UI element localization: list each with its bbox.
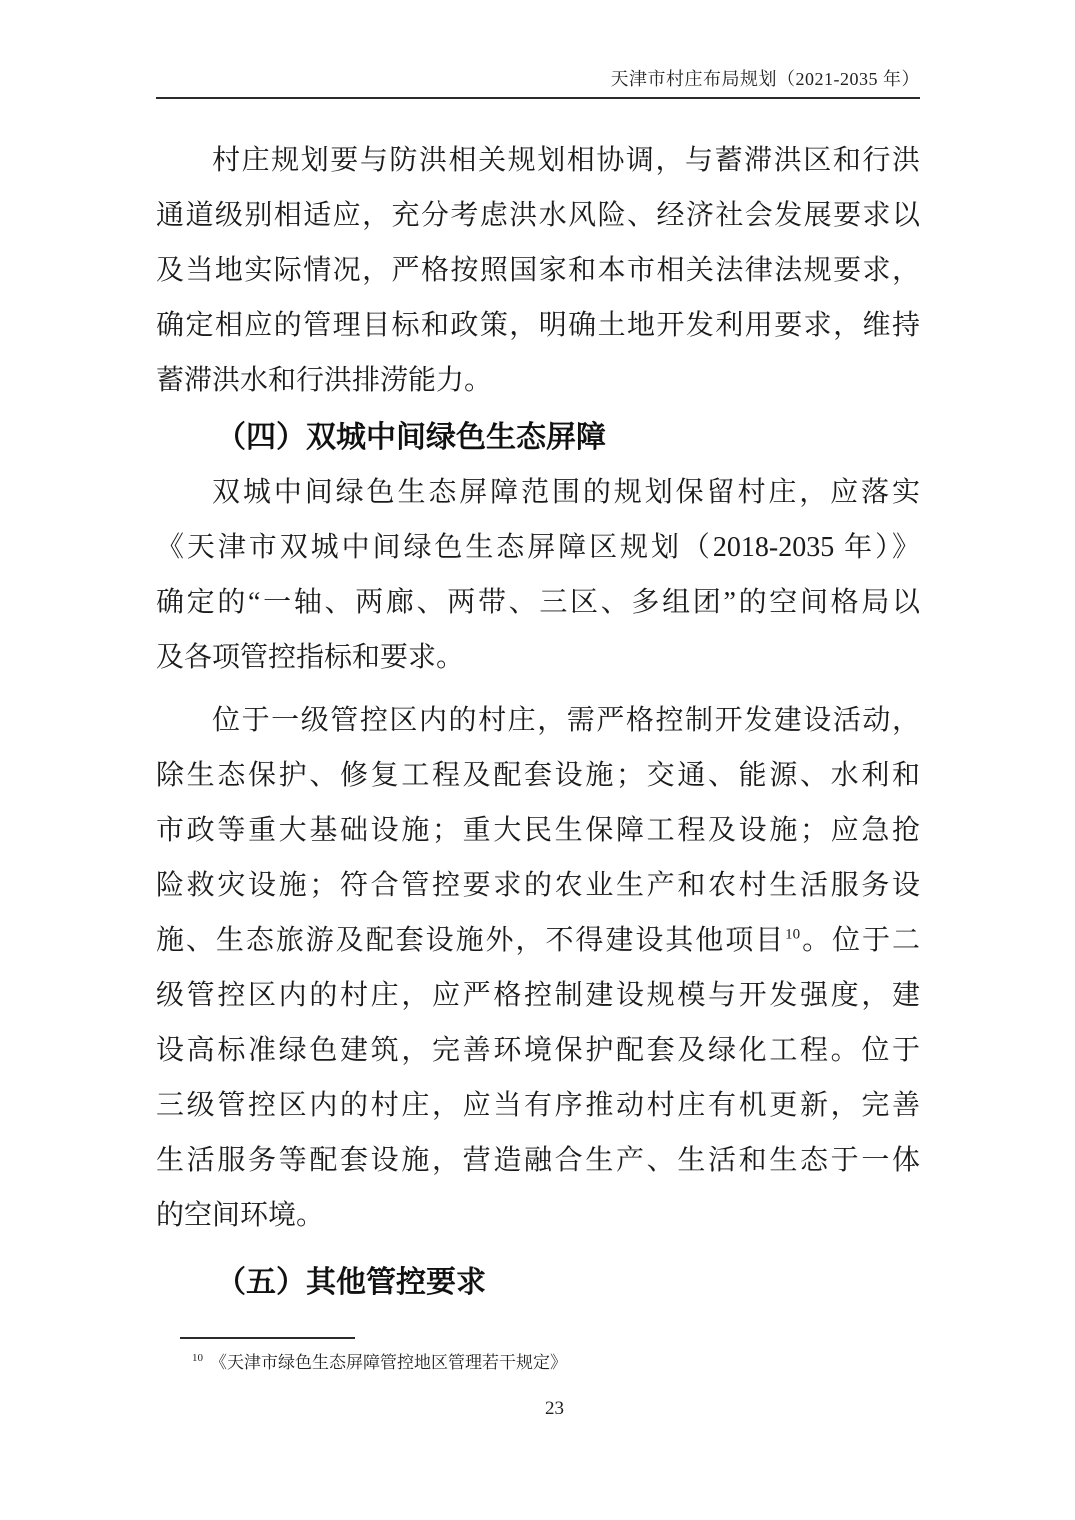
text-line: 确定的“一轴、两廊、两带、三区、多组团”的空间格局以 — [156, 587, 920, 618]
text-line: 及当地实际情况，严格按照国家和本市相关法律法规要求， — [156, 255, 920, 286]
text-line: 险救灾设施；符合管控要求的农业生产和农村生活服务设 — [156, 870, 920, 901]
text-line: 设高标准绿色建筑，完善环境保护配套及绿化工程。位于 — [156, 1035, 920, 1066]
document-body — [156, 133, 920, 1310]
text-segment: 。位于二 — [800, 925, 920, 956]
footnote — [192, 1350, 567, 1376]
footnote-reference-10: 10 — [785, 926, 801, 943]
section-heading-five: （五）其他管控要求 — [216, 1266, 486, 1299]
text-line: 及各项管控指标和要求。 — [156, 642, 465, 673]
text-segment: 施、生态旅游及配套设施外，不得建设其他项目 — [156, 925, 786, 956]
text-line: 除生态保护、修复工程及配套设施；交通、能源、水利和 — [156, 760, 920, 791]
paragraph-control-zones — [156, 693, 920, 1243]
footnote-text: 《天津市绿色生态屏障管控地区管理若干规定》 — [210, 1353, 567, 1372]
text-line: 确定相应的管理目标和政策，明确土地开发利用要求，维持 — [156, 310, 920, 341]
text-line: 生活服务等配套设施，营造融合生产、生活和生态于一体 — [156, 1145, 920, 1176]
footnote-marker: 10 — [192, 1352, 203, 1365]
text-line: 村庄规划要与防洪相关规划相协调，与蓄滞洪区和行洪 — [212, 145, 920, 176]
header-rule — [156, 97, 920, 99]
text-line-with-footnote-ref — [156, 913, 920, 968]
footnote-separator — [180, 1337, 355, 1339]
text-line: 位于一级管控区内的村庄，需严格控制开发建设活动， — [212, 705, 920, 736]
text-line: 级管控区内的村庄，应严格控制建设规模与开发强度，建 — [156, 980, 920, 1011]
paragraph-green-barrier — [156, 465, 920, 685]
text-line: 三级管控区内的村庄，应当有序推动村庄有机更新，完善 — [156, 1090, 920, 1121]
paragraph-flood-control — [156, 133, 920, 408]
running-header: 天津市村庄布局规划（2021-2035 年） — [610, 69, 920, 89]
section-heading-four: （四）双城中间绿色生态屏障 — [216, 421, 606, 454]
text-line: 通道级别相适应，充分考虑洪水风险、经济社会发展要求以 — [156, 200, 920, 231]
text-line: 双城中间绿色生态屏障范围的规划保留村庄，应落实 — [212, 477, 920, 508]
page-number: 23 — [545, 1398, 564, 1419]
text-line: 蓄滞洪水和行洪排涝能力。 — [156, 365, 493, 396]
text-line: 市政等重大基础设施；重大民生保障工程及设施；应急抢 — [156, 815, 920, 846]
text-line: 的空间环境。 — [156, 1200, 325, 1231]
text-line: 《天津市双城中间绿色生态屏障区规划（2018-2035 年）》 — [156, 532, 920, 563]
